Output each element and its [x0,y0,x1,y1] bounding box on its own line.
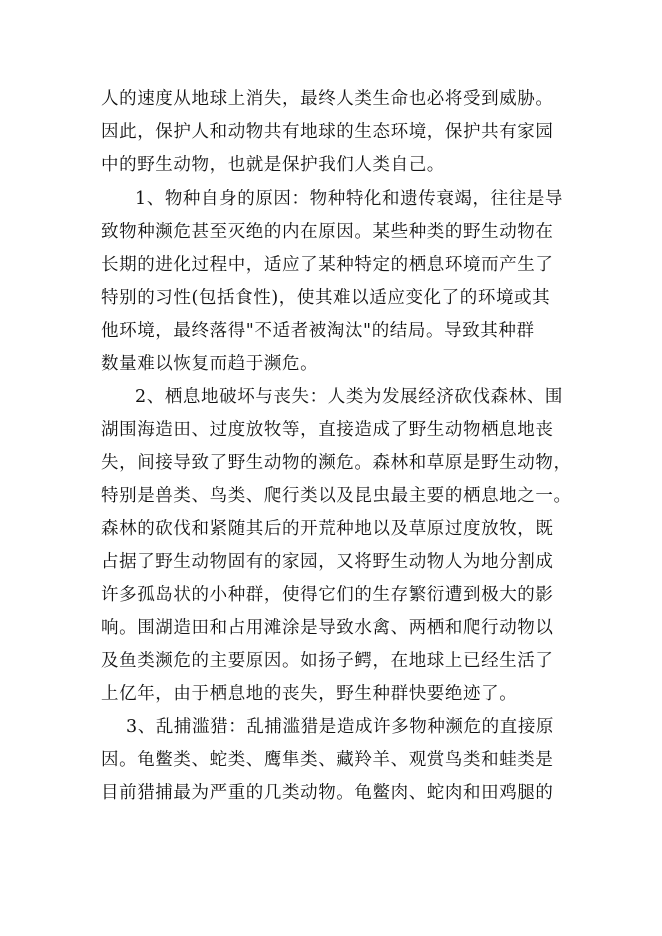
text-line: 森林的砍伐和紧随其后的开荒种地以及草原过度放牧，既 [101,519,554,539]
text-line: 长期的进化过程中，适应了某种特定的栖息环境而产生了 [101,255,554,275]
text-line: 因此，保护人和动物共有地球的生态环境，保护共有家园 [101,122,554,142]
paragraph-1-start: 1、物种自身的原因：物种特化和遗传衰竭，往往是导 [135,189,564,209]
paragraph-3-start: 3、乱捕滥猎：乱捕滥猎是造成许多物种濒危的直接原 [126,717,555,737]
text-line: 因。龟鳖类、蛇类、鹰隼类、藏羚羊、观赏鸟类和蛙类是 [101,750,554,770]
text-line: 中的野生动物，也就是保护我们人类自己。 [101,155,445,175]
text-line: 人的速度从地球上消失，最终人类生命也必将受到威胁。 [101,89,554,109]
text-line: 响。围湖造田和占用滩涂是导致水禽、两栖和爬行动物以 [101,618,554,638]
text-line: 特别的习性(包括食性)，使其难以适应变化了的环境或其 [101,288,551,308]
text-line: 许多孤岛状的小种群，使得它们的生存繁衍遭到极大的影 [101,585,554,605]
text-line: 及鱼类濒危的主要原因。如扬子鳄，在地球上已经生活了 [101,651,554,671]
text-line: 数量难以恢复而趋于濒危。 [101,354,319,374]
text-line: 占据了野生动物固有的家园，又将野生动物人为地分割成 [101,552,554,572]
text-line: 特别是兽类、鸟类、爬行类以及昆虫最主要的栖息地之一。 [101,486,572,506]
text-line: 上亿年，由于栖息地的丧失，野生种群快要绝迹了。 [101,684,518,704]
text-line: 湖围海造田、过度放牧等，直接造成了野生动物栖息地丧 [101,420,554,440]
text-line: 目前猎捕最为严重的几类动物。龟鳖肉、蛇肉和田鸡腿的 [101,783,554,803]
text-line: 失，间接导致了野生动物的濒危。森林和草原是野生动物， [101,453,572,473]
text-line: 致物种濒危甚至灭绝的内在原因。某些种类的野生动物在 [101,222,554,242]
text-line: 他环境，最终落得"不适者被淘汰"的结局。导致其种群 [101,321,535,341]
paragraph-2-start: 2、栖息地破坏与丧失：人类为发展经济砍伐森林、围 [135,387,564,407]
